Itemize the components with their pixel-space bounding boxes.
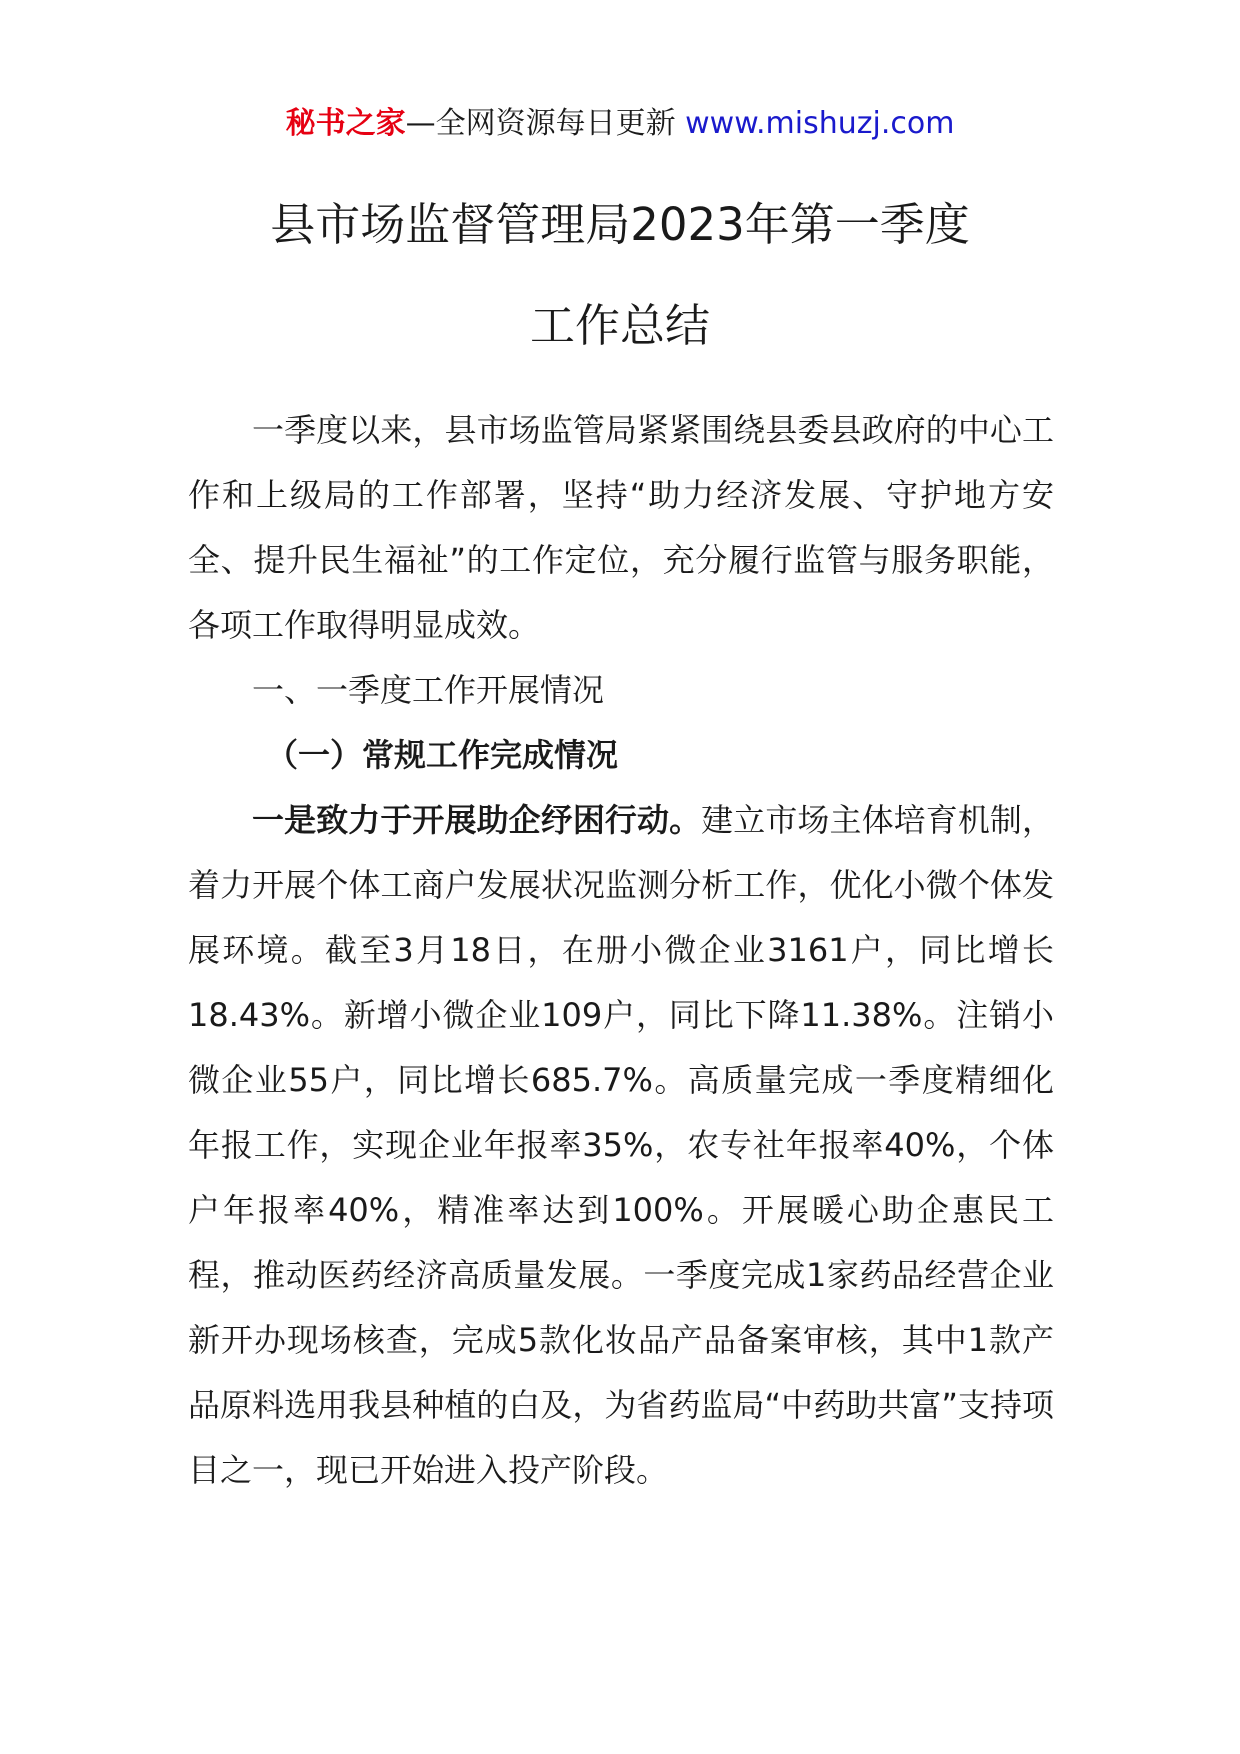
document-body [188,398,1054,1503]
point-paragraph [188,788,1054,1503]
point-lead: 一是致力于开展助企纾困行动。 [252,801,702,839]
brand-name: 秘书之家 [285,106,406,141]
point-text: 建立市场主体培育机制，着力开展个体工商户发展状况监测分析工作，优化小微个体发展环境。截至3月18日，在册小微企业3161户，同比增长18.43%。新增小微企业109户，同比下降11.38%。注销小微企业55户，同比增长685.7%。高质量完成一季度精细化年报工作，实现企业年报率35%，农专社年报率40%，个体户年报率40%，精准率达到100%。开展暖心助企惠民工程，推动医药经济高质量发展。一季度完成1家药品经营企业新开办现场核查，完成5款化妆品产品备案审核，其中1款产品原料选用我县种植的白及，为省药监局“中药助共富”支持项目之一，现已开始进入投产阶段。 [188,801,1054,1489]
subsection-heading: （一）常规工作完成情况 [266,736,619,774]
section-heading: 一、一季度工作开展情况 [252,671,605,709]
brand-slogan: —全网资源每日更新 [405,106,676,141]
site-header [0,102,1240,146]
site-url-link[interactable]: www.mishuzj.com [685,106,955,141]
document-title-line-2: 工作总结 [529,299,710,352]
intro-paragraph: 一季度以来，县市场监管局紧紧围绕县委县政府的中心工作和上级局的工作部署，坚持“助力经济发展、守护地方安全、提升民生福祉”的工作定位，充分履行监管与服务职能，各项工作取得明显成效。 [188,411,1054,644]
document-title-line-1: 县市场监督管理局2023年第一季度 [270,198,970,251]
